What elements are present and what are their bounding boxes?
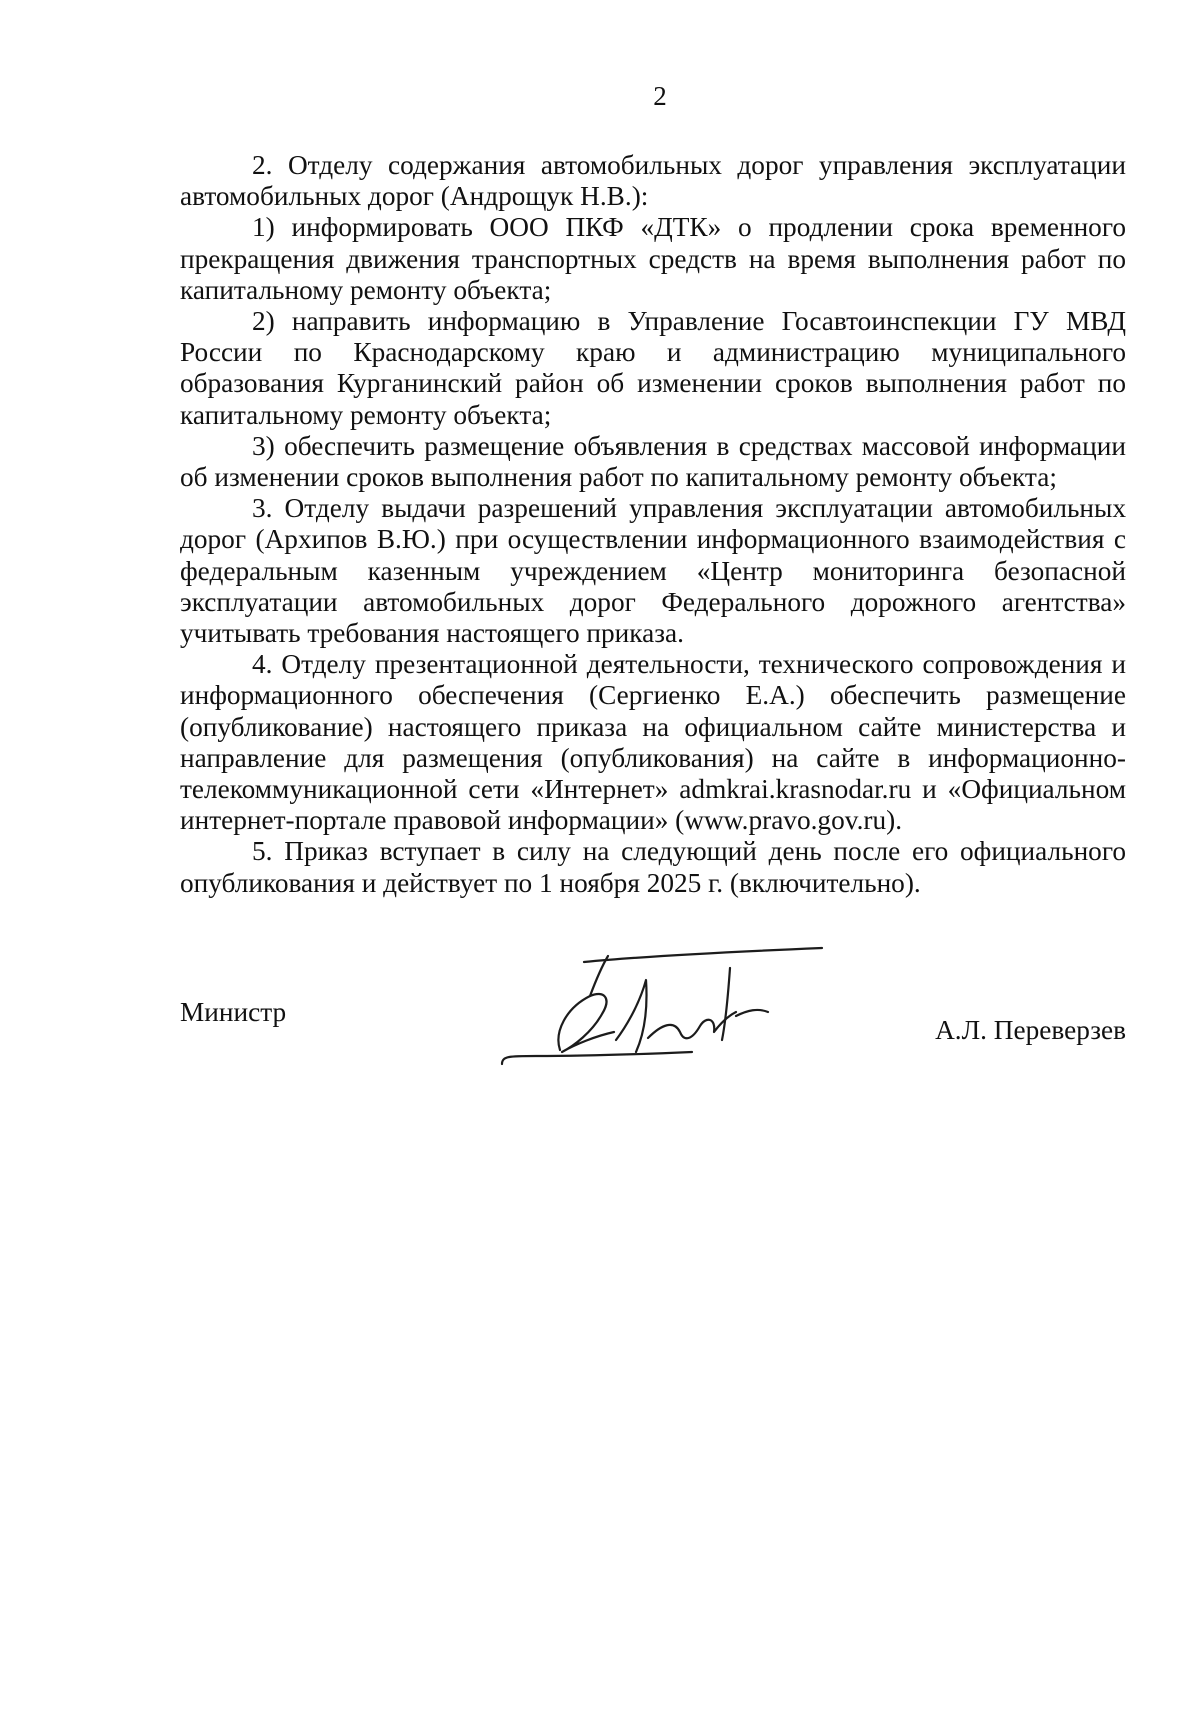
document-body	[180, 150, 1126, 899]
paragraph-item-5: 5. Приказ вступает в силу на следующий день после его официального опубликования и действует по 1 ноября 2025 г. (включительно).	[180, 836, 1126, 898]
signatory-title: Министр	[180, 997, 287, 1027]
paragraph-subitem-2-3: 3) обеспечить размещение объявления в средствах массовой информации об изменении сроков выполнения работ по капитальному ремонту объекта;	[180, 430, 1126, 493]
paragraph-subitem-2-1: 1) информировать ООО ПКФ «ДТК» о продлении срока временного прекращения движения транспортных средств на время выполнения работ по капитальному ремонту объекта;	[180, 212, 1126, 305]
paragraph-item-3: 3. Отделу выдачи разрешений управления эксплуатации автомобильных дорог (Архипов В.Ю.) при осуществлении информационного взаимодействия с федеральным казенным учреждением «Центр мониторинга безопасной эксплуатации автомобильных дорог Федерального дорожного агентства» учитывать требования настоящего приказа.	[180, 493, 1126, 649]
handwritten-signature	[496, 940, 836, 1070]
paragraph-item-4: 4. Отделу презентационной деятельности, технического сопровождения и информационного обеспечения (Сергиенко Е.А.) обеспечить размещение (опубликование) настоящего приказа на официальном сайте министерства и направление для размещения (опубликования) на сайте в информационно-телекоммуникационной сети «Интернет» admkrai.krasnodar.ru и «Официальном интернет-портале правовой информации» (www.pravo.gov.ru).	[180, 649, 1126, 836]
signatory-name: А.Л. Переверзев	[935, 1015, 1126, 1045]
paragraph-item-2: 2. Отделу содержания автомобильных дорог управления эксплуатации автомобильных дорог (Андрощук Н.В.):	[180, 150, 1126, 212]
signature-block	[0, 940, 1200, 1080]
page-number: 2	[653, 81, 667, 111]
paragraph-subitem-2-2: 2) направить информацию в Управление Госавтоинспекции ГУ МВД России по Краснодарскому краю и администрацию муниципального образования Курганинский район об изменении сроков выполнения работ по капитальному ремонту объекта;	[180, 306, 1126, 430]
